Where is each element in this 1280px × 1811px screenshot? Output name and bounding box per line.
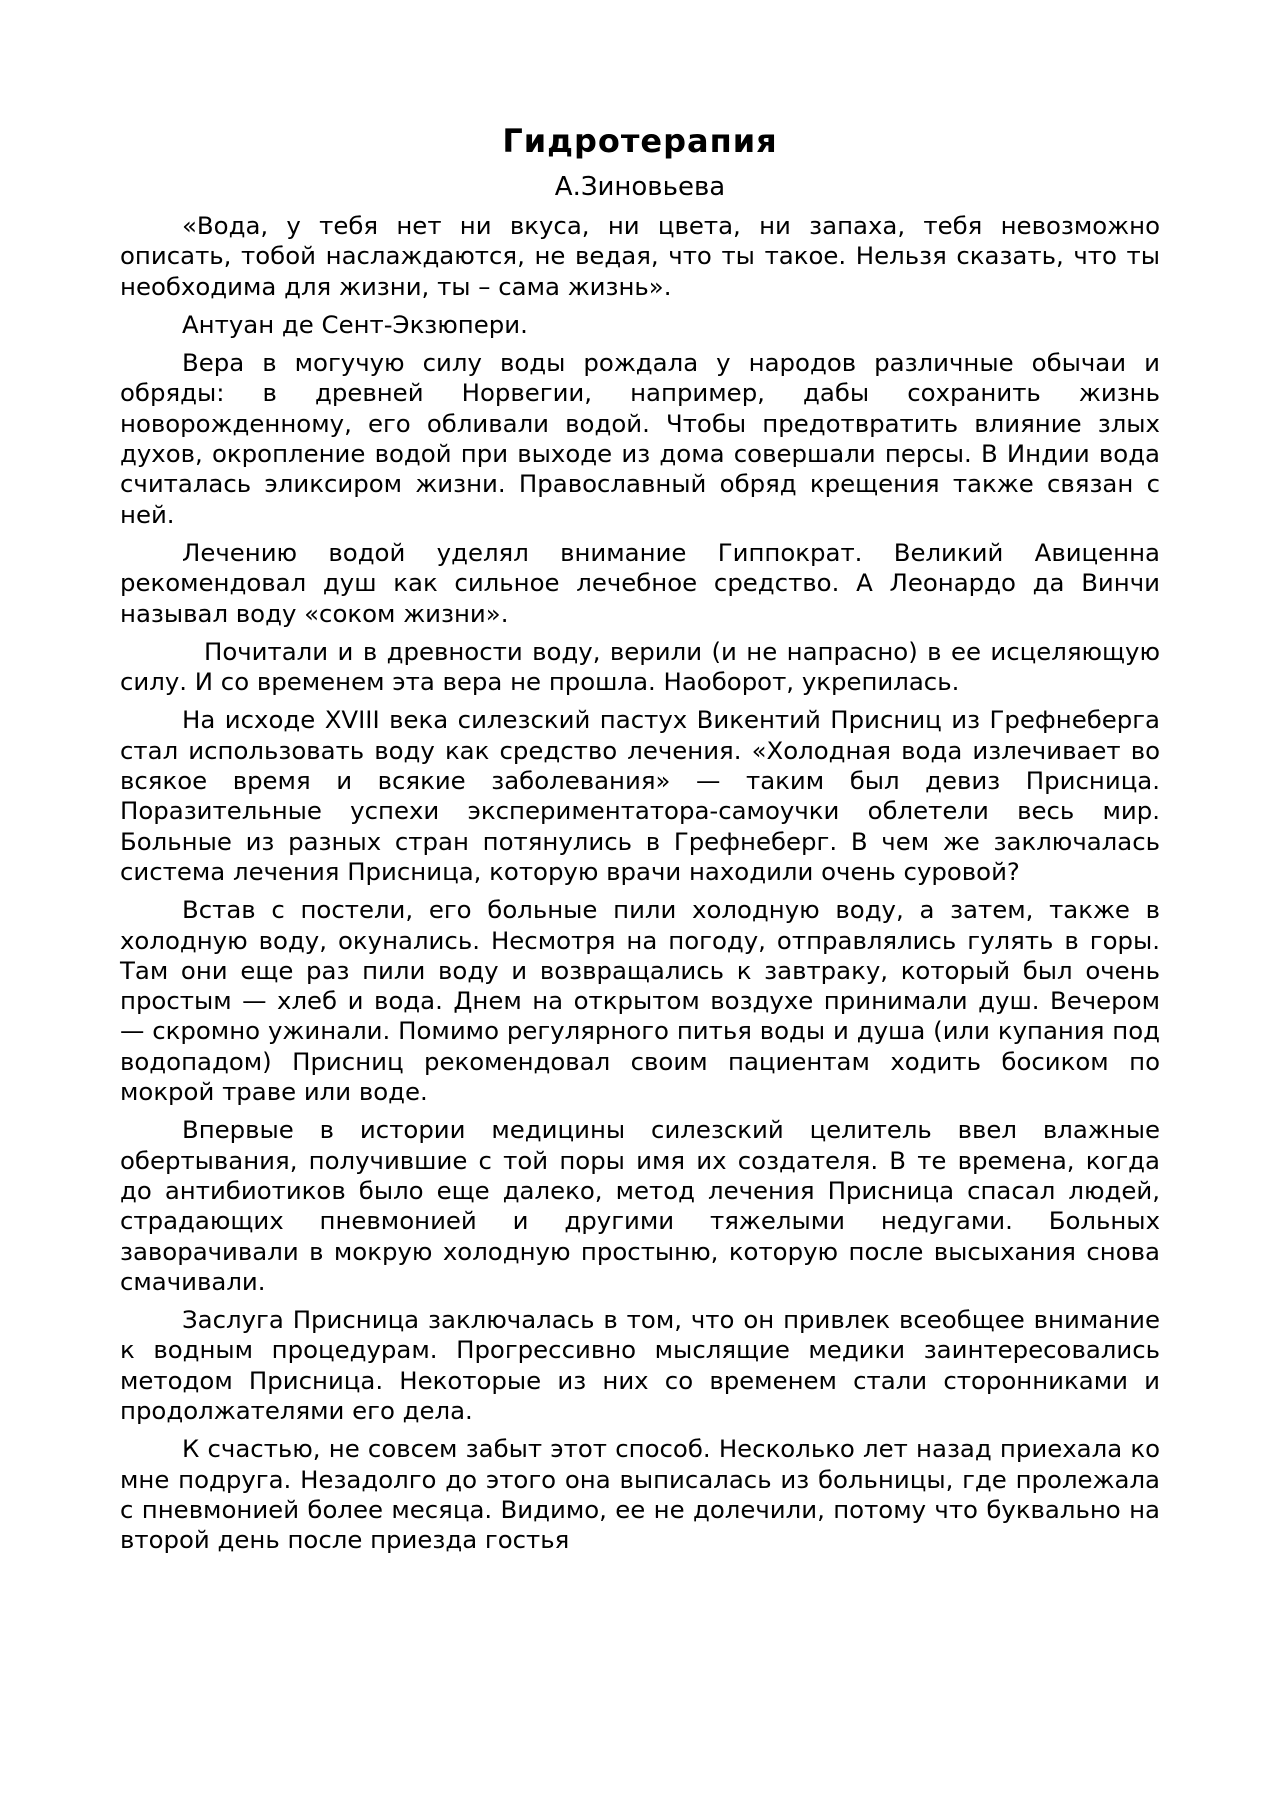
document-title: Гидротерапия bbox=[502, 122, 778, 160]
paragraph-ancient-belief: Почитали и в древности воду, верили (и не напрасно) в ее исцеляющую силу. И со временем эта вера не прошла. Наоборот, укрепилась. bbox=[120, 636, 1160, 697]
paragraph-daily-regimen: Встав с постели, его больные пили холодную воду, а затем, также в холодную воду, окунались. Несмотря на погоду, отправлялись гулять в горы. Там они еще раз пили воду и возвращались к завтраку, который был очень простым — хлеб и вода. Днем на открытом воздухе принимали душ. Вечером — скромно ужинали. Помимо регулярного питья воды и душа (или купания под водопадом) Присниц рекомендовал своим пациентам ходить босиком по мокрой траве или воде. bbox=[120, 895, 1160, 1107]
document-page bbox=[120, 115, 1160, 1563]
paragraph-wet-wraps: Впервые в истории медицины силезский целитель ввел влажные обертывания, получившие с той поры имя их создателя. В те времена, когда до антибиотиков было еще далеко, метод лечения Присница спасал людей, страдающих пневмонией и другими тяжелыми недугами. Больных заворачивали в мокрую холодную простыню, которую после высыхания снова смачивали. bbox=[120, 1115, 1160, 1296]
paragraph-water-rituals: Вера в могучую силу воды рождала у народов различные обычаи и обряды: в древней Норвегии, например, дабы сохранить жизнь новорожденному, его обливали водой. Чтобы предотвратить влияние злых духов, окропление водой при выходе из дома совершали персы. В Индии вода считалась эликсиром жизни. Православный обряд крещения также связан с ней. bbox=[120, 348, 1160, 529]
paragraph-priessnitz-intro: На исходе XVIII века силезский пастух Викентий Присниц из Грефнеберга стал использовать воду как средство лечения. «Холодная вода излечивает во всякое время и всякие заболевания» — таким был девиз Присница. Поразительные успехи экспериментатора-самоучки облетели весь мир. Больные из разных стран потянулись в Грефнеберг. В чем же заключалась система лечения Присница, которую врачи находили очень суровой? bbox=[120, 705, 1160, 886]
paragraph-hippocrates: Лечению водой уделял внимание Гиппократ. Великий Авиценна рекомендовал душ как сильное лечебное средство. А Леонардо да Винчи называл воду «соком жизни». bbox=[120, 537, 1160, 628]
document-author: А.Зиновьева bbox=[554, 172, 726, 202]
paragraph-priessnitz-merit: Заслуга Присница заключалась в том, что он привлек всеобщее внимание к водным процедурам. Прогрессивно мыслящие медики заинтересовались методом Присница. Некоторые из них со временем стали сторонниками и продолжателями его дела. bbox=[120, 1305, 1160, 1425]
paragraph-epigraph-source: Антуан де Сент-Экзюпери. bbox=[182, 309, 528, 339]
paragraph-personal-story: К счастью, не совсем забыт этот способ. Несколько лет назад приехала ко мне подруга. Незадолго до этого она выписалась из больницы, где пролежала с пневмонией более месяца. Видимо, ее не долечили, потому что буквально на второй день после приезда гостья bbox=[120, 1434, 1160, 1555]
paragraph-epigraph-quote: «Вода, у тебя нет ни вкуса, ни цвета, ни запаха, тебя невозможно описать, тобой наслаждаются, не ведая, что ты такое. Нельзя сказать, что ты необходима для жизни, ты – сама жизнь». bbox=[120, 211, 1160, 301]
